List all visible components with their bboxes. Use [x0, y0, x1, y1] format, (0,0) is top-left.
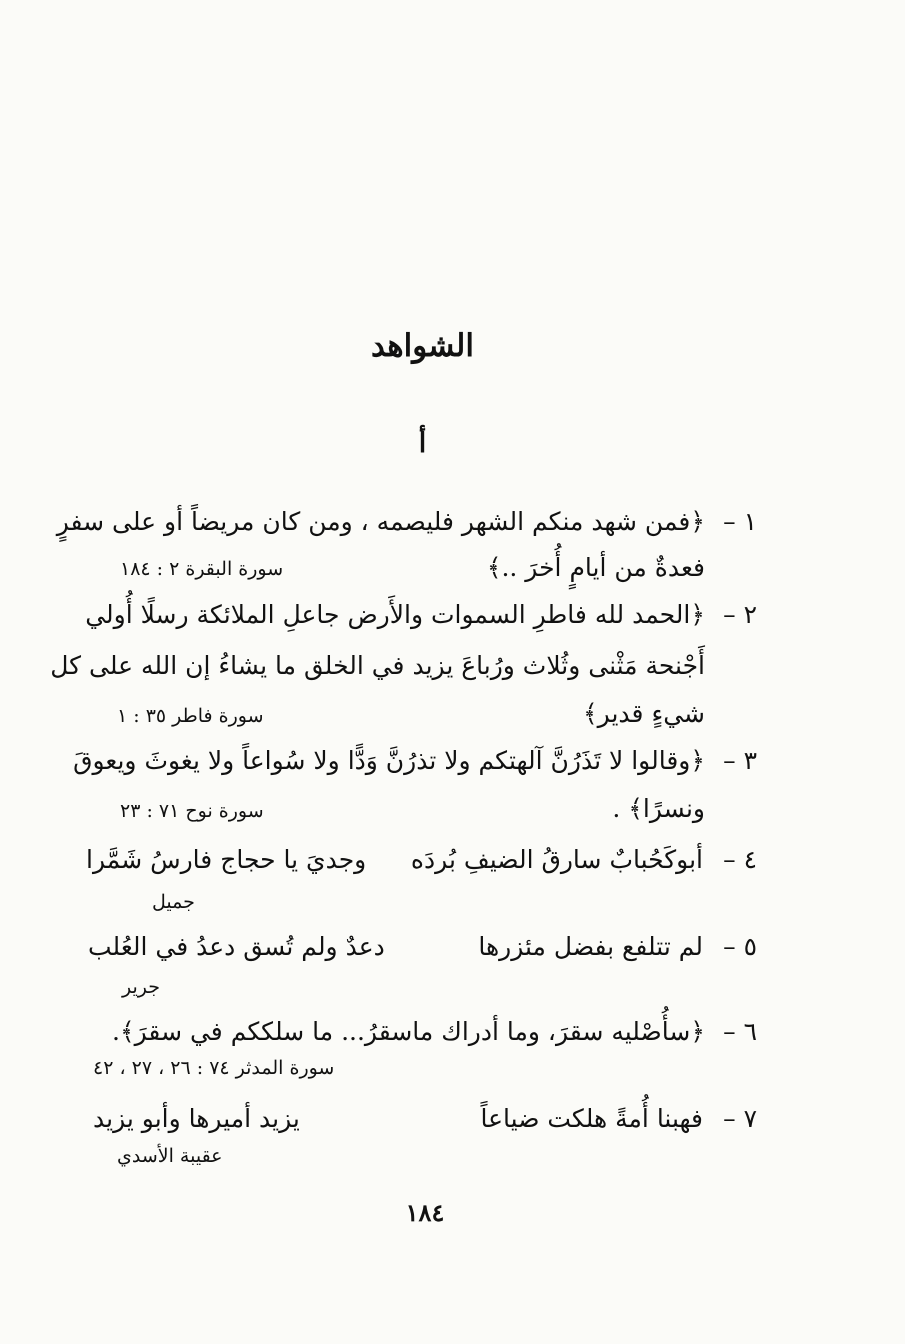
quran-reference: سورة فاطر ٣٥ : ١ — [117, 705, 264, 727]
entry-number: ٤ – — [723, 845, 757, 874]
verse-hemistich-first: أبوكَحُبابٌ سارقُ الضيفِ بُردَه — [410, 845, 703, 874]
entry-text-line: ﴿فمن شهد منكم الشهر فليصمه ، ومن كان مريضاً أو على سفرٍ — [56, 507, 705, 536]
entry-text-line: ﴿وقالوا لا تَذَرُنَّ آلهتكم ولا تذرُنَّ وَدًّا ولا سُواعاً ولا يغوثَ ويعوقَ — [73, 746, 705, 775]
poet-name: جميل — [152, 891, 195, 913]
entry-text-line: ونسرًا﴾ . — [612, 794, 705, 823]
section-letter: أ — [418, 428, 427, 459]
entry-text-line: ﴿الحمد لله فاطرِ السموات والأَرض جاعلِ الملائكة رسلًا أُولي — [85, 600, 705, 629]
entry-text-line: فعدةٌ من أيامٍ أُخرَ ..﴾ — [486, 553, 705, 582]
verse-hemistich-second: يزيد أميرها وأبو يزيد — [93, 1104, 300, 1133]
entry-number: ٣ – — [723, 746, 757, 775]
page-title: الشواهد — [371, 328, 474, 364]
entry-number: ٧ – — [723, 1104, 757, 1133]
entry-number: ٦ – — [723, 1017, 757, 1046]
poet-name: جرير — [122, 976, 160, 998]
page-number: ١٨٤ — [405, 1198, 445, 1227]
entry-text-line: أَجْنحة مَثْنى وثُلاث ورُباعَ يزيد في الخلق ما يشاءُ إن الله على كل — [50, 651, 705, 680]
verse-hemistich-second: دعدٌ ولم تُسق دعدُ في العُلب — [88, 932, 385, 961]
entry-number: ٢ – — [723, 600, 757, 629]
quran-reference: سورة نوح ٧١ : ٢٣ — [120, 800, 264, 822]
entry-number: ١ – — [723, 507, 757, 536]
verse-hemistich-second: وجديَ يا حجاج فارسُ شَمَّرا — [86, 845, 367, 874]
poet-name: عقيبة الأسدي — [117, 1145, 223, 1167]
entry-text-line: شيءٍ قدير﴾ — [583, 699, 705, 728]
quran-reference: سورة المدثر ٧٤ : ٢٦ ، ٢٧ ، ٤٢ — [93, 1057, 335, 1079]
entry-text-line: ﴿سأُصْليه سقرَ، وما أدراك ماسقرُ... ما سلككم في سقرَ﴾. — [112, 1017, 705, 1046]
verse-hemistich-first: لم تتلفع بفضل مئزرها — [478, 932, 703, 961]
quran-reference: سورة البقرة ٢ : ١٨٤ — [120, 558, 284, 580]
verse-hemistich-first: فهبنا أُمةً هلكت ضياعاً — [480, 1104, 703, 1133]
entry-number: ٥ – — [723, 932, 757, 961]
